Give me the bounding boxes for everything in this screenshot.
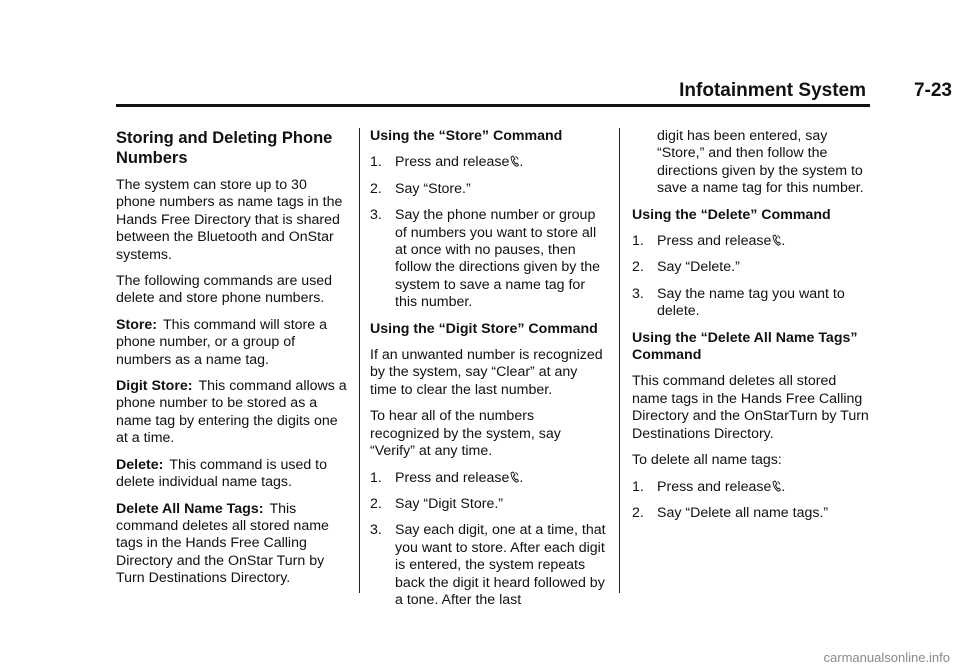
step-text: Say the name tag you want to delete.: [657, 285, 845, 320]
step-number: 2.: [370, 180, 382, 197]
subheading: Using the “Digit Store” Command: [370, 320, 598, 337]
step-text: Press and release: [395, 469, 510, 486]
push-to-talk-phone-icon: [772, 234, 781, 246]
push-to-talk-phone-icon: [510, 155, 519, 167]
page-header: [0, 0, 960, 110]
section-title-header: Infotainment System: [679, 80, 866, 101]
step-number: 3.: [370, 207, 382, 224]
list-item: 1. Press and release .: [632, 233, 786, 250]
step-text: Say “Digit Store.”: [395, 495, 504, 512]
step-text: Say the phone number or group of numbers you want to store all at once with no pauses, then follow the directions given by the system to save a name tag for this number.: [395, 207, 601, 311]
column-divider: [619, 128, 620, 593]
paragraph: The following commands are used delete and store phone numbers.: [116, 273, 333, 307]
column-2: [370, 128, 606, 618]
step-text: Press and release: [657, 478, 772, 495]
paragraph: To delete all name tags:: [632, 452, 782, 469]
step-number: 1.: [632, 478, 644, 495]
paragraph: This command deletes all stored name tags in the Hands Free Calling Directory and the OnStarTurn by Turn Destinations Directory.: [632, 373, 869, 442]
step-text: Say “Delete.”: [657, 259, 740, 276]
term: Store:: [116, 316, 157, 333]
page-number: 7-23: [913, 80, 952, 101]
paragraph: If an unwanted number is recognized by the system, say “Clear” at any time to clear the last number.: [370, 347, 603, 398]
column-3: [632, 128, 870, 531]
list-item: [632, 259, 870, 276]
column-1: [116, 128, 350, 597]
header-rule: [116, 104, 870, 107]
list-item: [370, 207, 606, 311]
definition-store: [116, 317, 350, 369]
list-item: 1. Press and release .: [370, 469, 524, 486]
definition: This command deletes all stored name tags in the Hands Free Calling Directory and the OnStar Turn by Turn Destinations Directory.: [116, 500, 329, 587]
step-text: Say each digit, one at a time, that you want to store. After each digit is entered, the system repeats back the digit it heard followed by a tone. After the last: [395, 522, 606, 608]
definition-delete-all: [116, 501, 350, 588]
subheading: Using the “Store” Command: [370, 128, 563, 144]
column-divider: [359, 128, 360, 593]
definition: This command is used to delete individual name tags.: [116, 456, 328, 491]
watermark: carmanualsonline.info: [823, 650, 950, 665]
definition-digit-store: [116, 378, 350, 448]
push-to-talk-phone-icon: [772, 480, 781, 492]
subheading: Using the “Delete” Command: [632, 206, 831, 223]
step-number: 3.: [632, 285, 644, 302]
step-number: 2.: [632, 259, 644, 276]
term: Delete:: [116, 456, 164, 473]
paragraph: The system can store up to 30 phone numbers as name tags in the Hands Free Directory that is shared between the Bluetooth and OnStar systems.: [116, 177, 343, 263]
list-item: [632, 286, 870, 321]
list-item: [632, 505, 870, 522]
list-item: [370, 496, 606, 513]
step-continuation: digit has been entered, say “Store,” and then follow the directions given by the system to save a name tag for this number.: [657, 128, 864, 197]
list-item: 1. Press and release .: [632, 478, 786, 495]
step-number: 3.: [370, 522, 382, 539]
step-number: 2.: [632, 504, 644, 521]
list-item: 1. Press and release .: [370, 154, 524, 171]
step-text: Press and release: [657, 233, 772, 250]
definition: This command will store a phone number, or a group of numbers as a name tag.: [116, 316, 327, 368]
step-number: 2.: [370, 495, 382, 512]
definition-delete: [116, 457, 350, 492]
paragraph: To hear all of the numbers recognized by the system, say “Verify” at any time.: [370, 408, 561, 460]
step-number: 1.: [632, 233, 644, 250]
step-text: Say “Store.”: [395, 180, 471, 197]
list-item: [370, 522, 606, 609]
term: Delete All Name Tags:: [116, 500, 264, 517]
step-number: 1.: [370, 469, 382, 486]
step-text: Press and release: [395, 154, 510, 171]
push-to-talk-phone-icon: [510, 471, 519, 483]
step-number: 1.: [370, 154, 382, 171]
subheading: Using the “Delete All Name Tags” Command: [632, 329, 858, 364]
definition: This command allows a phone number to be stored as a name tag by entering the digits one at a time.: [116, 378, 347, 447]
list-item: [370, 181, 606, 198]
step-text: Say “Delete all name tags.”: [657, 504, 829, 521]
term: Digit Store:: [116, 378, 193, 395]
section-heading: Storing and Deleting Phone Numbers: [116, 129, 333, 167]
